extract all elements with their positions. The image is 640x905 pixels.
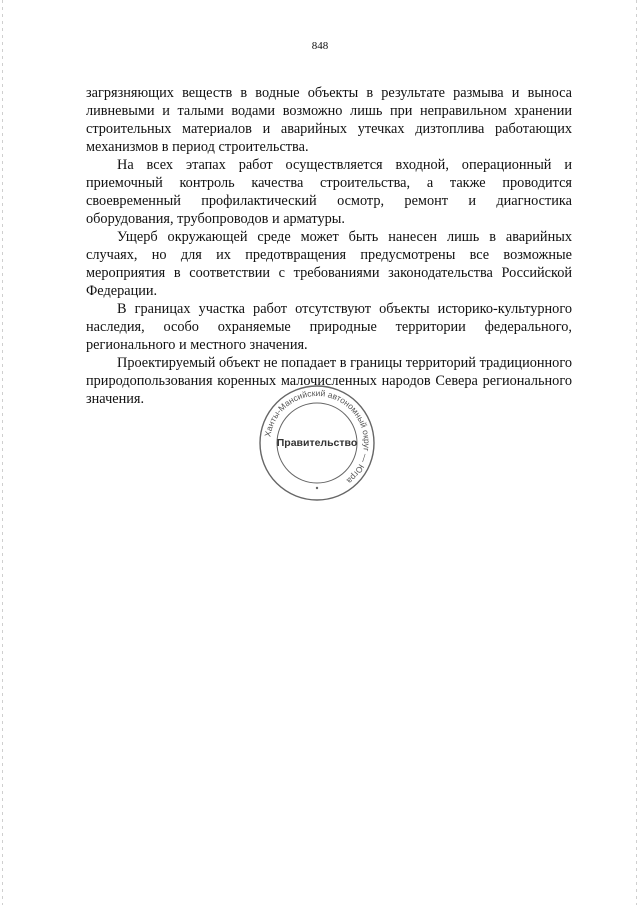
document-body	[86, 84, 572, 408]
seal-ring-text: Ханты-Мансийский автономный округ — Югра	[262, 387, 373, 486]
seal-dot	[316, 487, 318, 489]
paragraph-2: На всех этапах работ осуществляется входной, операционный и приемочный контроль качества строительства, а также проводится своевременный профилактический осмотр, ремонт и диагностика оборудования, трубопроводов и арматуры.	[86, 157, 572, 227]
seal-center-text: Правительство	[276, 437, 358, 449]
official-seal	[258, 384, 376, 502]
scan-edge-right	[636, 0, 637, 905]
paragraph-3: Ущерб окружающей среде может быть нанесен лишь в аварийных случаях, но для их предотвращения предусмотрены все возможные мероприятия в соответствии с требованиями законодательства Российской Федерации.	[86, 229, 572, 299]
scan-edge-left	[2, 0, 3, 905]
seal-graphic	[258, 384, 376, 502]
paragraph-5: Проектируемый объект не попадает в границы территорий традиционного природопользования коренных малочисленных народов Севера регионального значения.	[86, 355, 572, 407]
paragraph-1: загрязняющих веществ в водные объекты в результате размыва и выноса ливневыми и талыми водами возможно лишь при неправильном хранении строительных материалов и аварийных утечках дизтоплива работающих механизмов в период строительства.	[86, 85, 572, 155]
page-number: 848	[311, 40, 329, 52]
paragraph-4: В границах участка работ отсутствуют объекты историко-культурного наследия, особо охраняемые природные территории федерального, регионального и местного значения.	[86, 301, 572, 353]
